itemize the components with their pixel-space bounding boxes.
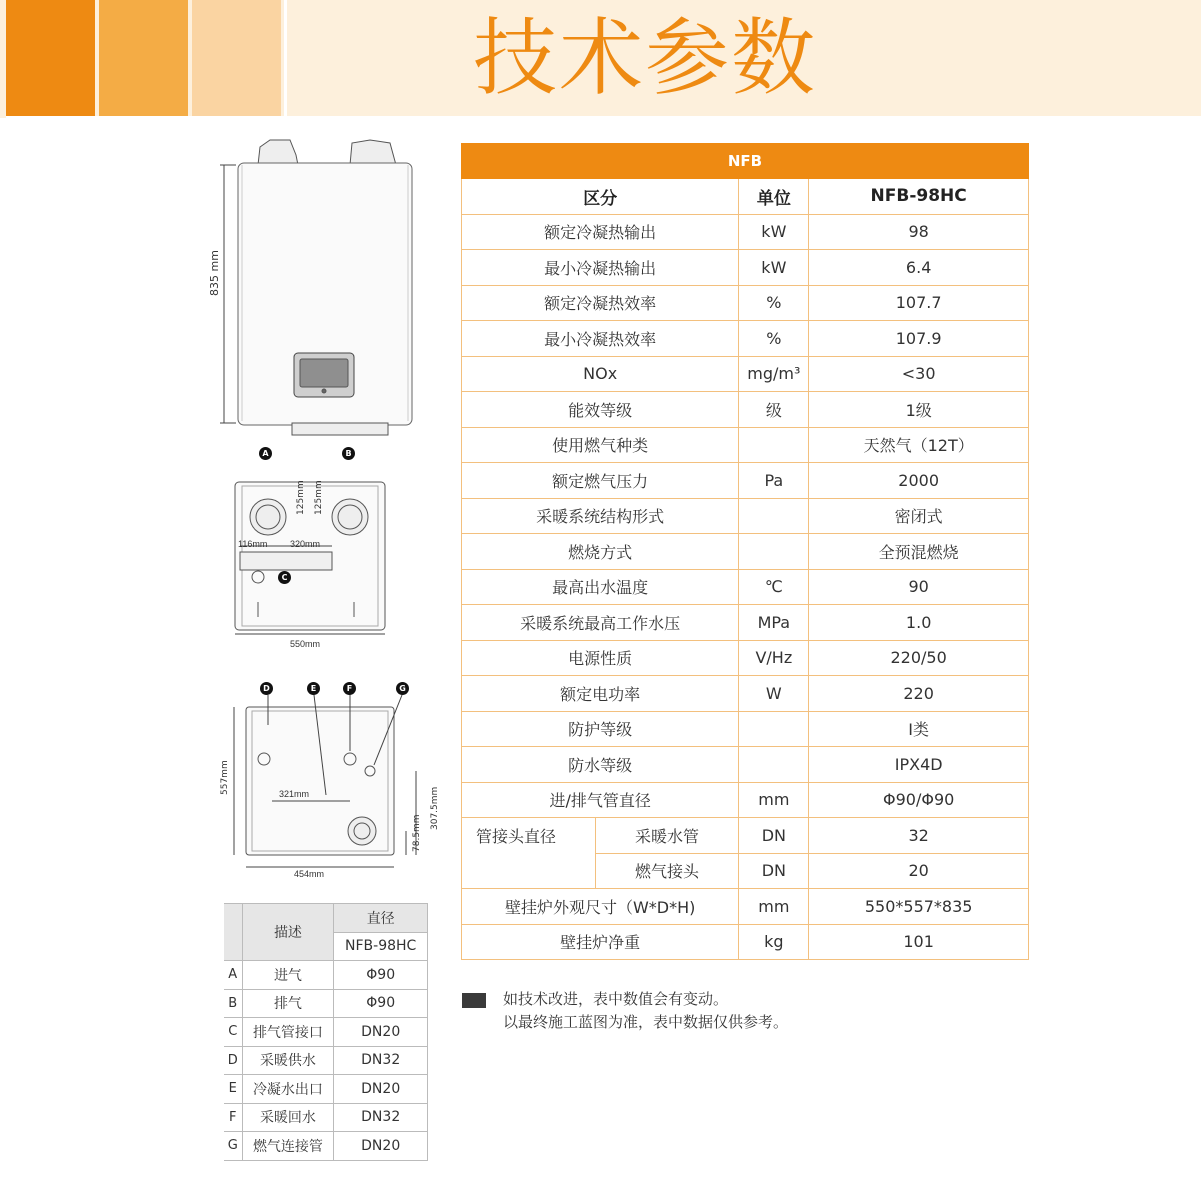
header-block-2 bbox=[99, 0, 188, 118]
conn-id: B bbox=[224, 989, 242, 1018]
spec-name: 燃烧方式 bbox=[462, 534, 739, 570]
dim-116: 116mm bbox=[238, 539, 268, 549]
spec-unit: mm bbox=[739, 889, 809, 925]
dim-125b: 125mm bbox=[314, 480, 324, 515]
spec-unit bbox=[739, 747, 809, 783]
spec-name: 额定电功率 bbox=[462, 676, 739, 712]
spec-name: 电源性质 bbox=[462, 640, 739, 676]
spec-value: 密闭式 bbox=[809, 498, 1029, 534]
conn-header-dia: 直径 bbox=[334, 904, 428, 933]
bottom-width-label: 454mm bbox=[294, 869, 325, 879]
header-banner bbox=[0, 0, 1201, 118]
conn-id: G bbox=[224, 1132, 242, 1161]
spec-unit: DN bbox=[739, 853, 809, 889]
spec-unit: V/Hz bbox=[739, 640, 809, 676]
note-line-2: 以最终施工蓝图为准，表中数据仅供参考。 bbox=[503, 1013, 789, 1031]
conn-dia: DN20 bbox=[334, 1132, 428, 1161]
spec-value: IPX4D bbox=[809, 747, 1029, 783]
spec-unit: W bbox=[739, 676, 809, 712]
header-block-3 bbox=[192, 0, 281, 118]
spec-name: 壁挂炉净重 bbox=[462, 924, 739, 960]
spec-unit bbox=[739, 711, 809, 747]
marker-g: G bbox=[396, 682, 409, 695]
spec-name: 燃气接头 bbox=[595, 853, 739, 889]
spec-name: 采暖系统结构形式 bbox=[462, 498, 739, 534]
dim-125a: 125mm bbox=[296, 480, 306, 515]
conn-desc: 燃气连接管 bbox=[242, 1132, 334, 1161]
conn-id: A bbox=[224, 961, 242, 990]
spec-name: 额定燃气压力 bbox=[462, 463, 739, 499]
note-line-1: 如技术改进，表中数值会有变动。 bbox=[503, 990, 729, 1008]
conn-desc: 进气 bbox=[242, 961, 334, 990]
conn-dia: DN32 bbox=[334, 1103, 428, 1132]
spec-unit bbox=[739, 427, 809, 463]
spec-value: 90 bbox=[809, 569, 1029, 605]
conn-dia: Φ90 bbox=[334, 989, 428, 1018]
conn-desc: 排气 bbox=[242, 989, 334, 1018]
spec-table bbox=[461, 143, 1029, 960]
note-marker bbox=[462, 993, 486, 1008]
marker-d: D bbox=[260, 682, 273, 695]
dim-307: 307.5mm bbox=[430, 786, 440, 830]
spec-value: 550*557*835 bbox=[809, 889, 1029, 925]
spec-name: 防护等级 bbox=[462, 711, 739, 747]
conn-dia: DN32 bbox=[334, 1046, 428, 1075]
conn-header-desc: 描述 bbox=[242, 904, 334, 961]
page-title: 技术参数 bbox=[472, 9, 817, 107]
spec-name: 额定冷凝热效率 bbox=[462, 285, 739, 321]
spec-value: 220 bbox=[809, 676, 1029, 712]
note-text bbox=[503, 988, 788, 1034]
spec-unit: Pa bbox=[739, 463, 809, 499]
conn-desc: 冷凝水出口 bbox=[242, 1075, 334, 1104]
spec-pipe-group: 管接头直径 bbox=[462, 818, 596, 889]
spec-value: 全预混燃烧 bbox=[809, 534, 1029, 570]
spec-unit: mg/m³ bbox=[739, 356, 809, 392]
conn-dia: DN20 bbox=[334, 1018, 428, 1047]
spec-name: 进/排气管直径 bbox=[462, 782, 739, 818]
height-label: 835 mm bbox=[208, 250, 221, 296]
header-divider bbox=[284, 0, 287, 118]
spec-name: 采暖系统最高工作水压 bbox=[462, 605, 739, 641]
spec-name: NOx bbox=[462, 356, 739, 392]
conn-header-model: NFB-98HC bbox=[334, 932, 428, 961]
header-bottom-line bbox=[6, 116, 1201, 118]
conn-desc: 采暖供水 bbox=[242, 1046, 334, 1075]
front-view-diagram bbox=[200, 135, 430, 440]
marker-c: C bbox=[278, 571, 291, 584]
spec-value: <30 bbox=[809, 356, 1029, 392]
spec-value: 107.7 bbox=[809, 285, 1029, 321]
conn-id: C bbox=[224, 1018, 242, 1047]
spec-value: 20 bbox=[809, 853, 1029, 889]
connection-table bbox=[224, 903, 428, 1161]
spec-unit bbox=[739, 534, 809, 570]
marker-e: E bbox=[307, 682, 320, 695]
spec-unit: kW bbox=[739, 250, 809, 286]
spec-unit: mm bbox=[739, 782, 809, 818]
spec-value: 6.4 bbox=[809, 250, 1029, 286]
spec-name: 使用燃气种类 bbox=[462, 427, 739, 463]
spec-value: 98 bbox=[809, 214, 1029, 250]
depth-label: 557mm bbox=[220, 760, 230, 795]
spec-value: 天然气（12T） bbox=[809, 427, 1029, 463]
spec-value: Ⅰ类 bbox=[809, 711, 1029, 747]
spec-name: 最高出水温度 bbox=[462, 569, 739, 605]
spec-value: 2000 bbox=[809, 463, 1029, 499]
spec-unit: kg bbox=[739, 924, 809, 960]
spec-unit: kW bbox=[739, 214, 809, 250]
conn-desc: 采暖回水 bbox=[242, 1103, 334, 1132]
conn-id: E bbox=[224, 1075, 242, 1104]
spec-value: 107.9 bbox=[809, 321, 1029, 357]
dim-320: 320mm bbox=[290, 539, 321, 549]
spec-unit: MPa bbox=[739, 605, 809, 641]
top-view-diagram bbox=[228, 462, 398, 642]
dim-321: 321mm bbox=[279, 789, 310, 799]
spec-value: 220/50 bbox=[809, 640, 1029, 676]
spec-value: 1级 bbox=[809, 392, 1029, 428]
width-label: 550mm bbox=[290, 639, 321, 649]
bottom-view-diagram bbox=[226, 695, 441, 873]
spec-header-model: NFB-98HC bbox=[809, 179, 1029, 215]
spec-header-name: 区分 bbox=[462, 179, 739, 215]
spec-name: 采暖水管 bbox=[595, 818, 739, 854]
spec-header-unit: 单位 bbox=[739, 179, 809, 215]
spec-unit: DN bbox=[739, 818, 809, 854]
spec-unit bbox=[739, 498, 809, 534]
conn-id: F bbox=[224, 1103, 242, 1132]
marker-f: F bbox=[343, 682, 356, 695]
spec-unit: % bbox=[739, 321, 809, 357]
spec-name: 额定冷凝热输出 bbox=[462, 214, 739, 250]
spec-value: Φ90/Φ90 bbox=[809, 782, 1029, 818]
spec-name: 防水等级 bbox=[462, 747, 739, 783]
spec-unit: % bbox=[739, 285, 809, 321]
spec-name: 最小冷凝热效率 bbox=[462, 321, 739, 357]
spec-unit: ℃ bbox=[739, 569, 809, 605]
spec-value: 32 bbox=[809, 818, 1029, 854]
conn-dia: DN20 bbox=[334, 1075, 428, 1104]
header-block-1 bbox=[6, 0, 95, 118]
conn-desc: 排气管接口 bbox=[242, 1018, 334, 1047]
marker-b: B bbox=[342, 447, 355, 460]
marker-a: A bbox=[259, 447, 272, 460]
spec-unit: 级 bbox=[739, 392, 809, 428]
conn-id: D bbox=[224, 1046, 242, 1075]
spec-value: 101 bbox=[809, 924, 1029, 960]
spec-group-header: NFB bbox=[462, 144, 1029, 179]
dim-78: 78.5mm bbox=[412, 814, 422, 852]
conn-dia: Φ90 bbox=[334, 961, 428, 990]
spec-name: 能效等级 bbox=[462, 392, 739, 428]
spec-name: 最小冷凝热输出 bbox=[462, 250, 739, 286]
spec-value: 1.0 bbox=[809, 605, 1029, 641]
spec-name: 壁挂炉外观尺寸（W*D*H) bbox=[462, 889, 739, 925]
